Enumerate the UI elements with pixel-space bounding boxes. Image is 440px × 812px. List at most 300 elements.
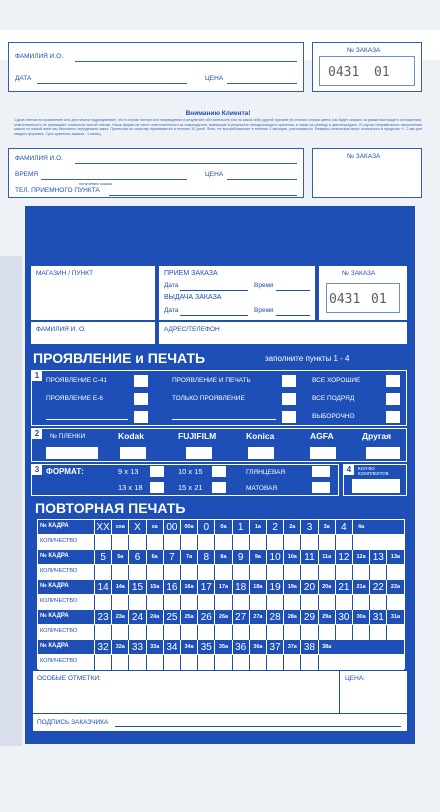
quantity-cell[interactable] xyxy=(249,595,266,610)
quantity-cell[interactable] xyxy=(163,565,180,580)
frame-cell[interactable]: 22 xyxy=(369,580,386,595)
all-good-checkbox[interactable] xyxy=(386,375,400,387)
stub-time-label: ВРЕМЯ xyxy=(15,171,39,178)
frame-cell[interactable]: X xyxy=(128,520,145,535)
quantity-cell[interactable] xyxy=(283,595,300,610)
receive-date-line[interactable] xyxy=(180,290,248,291)
quantity-cell[interactable] xyxy=(128,565,145,580)
stub-order-label-2: № ЗАКАЗА xyxy=(347,153,381,160)
frame-cell[interactable]: 18 xyxy=(232,580,249,595)
quantity-cell[interactable] xyxy=(369,625,386,640)
quantity-cell[interactable] xyxy=(232,595,249,610)
frame-number-label: № КАДРА xyxy=(40,613,69,619)
frame-cell[interactable]: 30a xyxy=(352,610,369,625)
quantity-cell[interactable] xyxy=(300,625,317,640)
brand-fujifilm-checkbox[interactable] xyxy=(186,447,212,459)
frame-cell[interactable]: 16a xyxy=(180,580,197,595)
frame-cell[interactable]: 38a xyxy=(318,640,335,655)
quantity-cell[interactable] xyxy=(111,535,128,550)
frame-cell[interactable]: 27 xyxy=(232,610,249,625)
quantity-cell[interactable] xyxy=(232,565,249,580)
c41-label: ПРОЯВЛЕНИЕ С-41 xyxy=(46,377,107,384)
quantity-cell[interactable] xyxy=(266,655,283,670)
quantity-cell[interactable] xyxy=(111,565,128,580)
quantity-cell[interactable] xyxy=(249,655,266,670)
point-4-box xyxy=(343,464,407,496)
shop-label: МАГАЗИН / ПУНКТ xyxy=(36,270,94,277)
dev-only-checkbox[interactable] xyxy=(282,393,296,405)
frame-number-label: № КАДРА xyxy=(40,523,69,529)
quantity-cell[interactable] xyxy=(94,655,111,670)
signature-label: ПОДПИСЬ ЗАКАЗЧИКА xyxy=(37,719,109,726)
frame-cell[interactable]: xxa xyxy=(111,520,128,535)
quantity-label: КОЛИЧЕСТВО xyxy=(40,658,78,664)
e6-label: ПРОЯВЛЕНИЕ Е-6 xyxy=(46,395,103,402)
frame-cell[interactable]: 17a xyxy=(214,580,231,595)
select-checkbox[interactable] xyxy=(386,411,400,423)
c41-checkbox[interactable] xyxy=(134,375,148,387)
quantity-cell[interactable] xyxy=(300,655,317,670)
form-order-label: № ЗАКАЗА xyxy=(342,270,376,277)
issue-time-label: Время xyxy=(254,307,274,314)
address-field[interactable] xyxy=(159,322,407,344)
quantity-cell[interactable] xyxy=(266,595,283,610)
frame-cell[interactable]: 38 xyxy=(300,640,317,655)
frame-cell[interactable]: 15 xyxy=(128,580,145,595)
stub-surname-label-2: ФАМИЛИЯ И.О. xyxy=(15,155,63,162)
frame-cell[interactable]: 4a xyxy=(352,520,369,535)
format-15x21-label: 15 x 21 xyxy=(178,483,203,492)
frame-row xyxy=(38,610,404,625)
brand-agfa-label: AGFA xyxy=(310,431,334,441)
quantity-cell[interactable] xyxy=(283,565,300,580)
frame-cell[interactable]: 00a xyxy=(180,520,197,535)
stub-date-line[interactable] xyxy=(37,83,187,84)
brand-other-field[interactable] xyxy=(366,447,400,459)
brand-agfa-checkbox[interactable] xyxy=(310,447,336,459)
quantity-cell[interactable] xyxy=(146,625,163,640)
frame-cell[interactable]: 34a xyxy=(180,640,197,655)
frame-cell[interactable]: 10a xyxy=(283,550,300,565)
stub-customer-box-2 xyxy=(8,148,304,198)
quantity-cell[interactable] xyxy=(386,595,403,610)
quantity-cell[interactable] xyxy=(369,595,386,610)
receive-label: ПРИЕМ ЗАКАЗА xyxy=(164,270,218,277)
quantity-cell[interactable] xyxy=(146,655,163,670)
frame-cell[interactable]: 19 xyxy=(266,580,283,595)
quantity-cell[interactable] xyxy=(318,655,335,670)
receive-issue-box xyxy=(159,266,315,320)
frame-cell[interactable]: 21 xyxy=(335,580,352,595)
quantity-cell[interactable] xyxy=(197,565,214,580)
stub-surname-line-2[interactable] xyxy=(75,163,297,164)
section-develop-print-title: ПРОЯВЛЕНИЕ и ПЕЧАТЬ xyxy=(33,350,206,366)
brand-konica-checkbox[interactable] xyxy=(248,447,274,459)
quantity-cell[interactable] xyxy=(180,535,197,550)
sets-label: КОЛ-ВО КОМПЛЕКТОВ xyxy=(358,466,389,476)
quantity-cell[interactable] xyxy=(318,625,335,640)
quantity-cell[interactable] xyxy=(214,625,231,640)
notes-field[interactable] xyxy=(37,685,337,686)
frame-cell[interactable]: 13 xyxy=(369,550,386,565)
notes-area xyxy=(33,671,407,731)
quantity-row xyxy=(38,535,404,550)
brand-fujifilm-label: FUJIFILM xyxy=(178,431,217,441)
quantity-row xyxy=(38,625,404,640)
stub-order-number: 0431 xyxy=(328,65,360,80)
frame-cell[interactable]: 0a xyxy=(214,520,231,535)
stub-customer-box xyxy=(8,42,304,92)
quantity-cell[interactable] xyxy=(94,535,111,550)
frame-cell[interactable]: 8 xyxy=(197,550,214,565)
format-13x18-label: 13 x 18 xyxy=(118,483,143,492)
frame-cell[interactable]: 5 xyxy=(94,550,111,565)
format-15x21-checkbox[interactable] xyxy=(212,482,226,493)
dev-print-checkbox[interactable] xyxy=(282,375,296,387)
frame-cell[interactable]: 9 xyxy=(232,550,249,565)
frame-cell[interactable]: 6a xyxy=(146,550,163,565)
notes-divider xyxy=(339,671,340,713)
point-2-number: 2 xyxy=(32,429,42,439)
frame-cell[interactable]: 5a xyxy=(111,550,128,565)
quantity-cell[interactable] xyxy=(146,595,163,610)
address-label: АДРЕС/ТЕЛЕФОН xyxy=(164,326,220,333)
glossy-label: ГЛЯНЦЕВАЯ xyxy=(246,469,286,476)
quantity-cell[interactable] xyxy=(180,655,197,670)
frame-cell[interactable]: 7 xyxy=(163,550,180,565)
frame-cell[interactable]: 7a xyxy=(180,550,197,565)
frame-number-label: № КАДРА xyxy=(40,583,69,589)
frame-cell[interactable]: xa xyxy=(146,520,163,535)
format-10x15-label: 10 x 15 xyxy=(178,467,203,476)
other-process-checkbox[interactable] xyxy=(134,411,148,423)
form-order-suffix: 01 xyxy=(371,292,387,307)
all-good-label: ВСЕ ХОРОШИЕ xyxy=(312,377,361,384)
matte-checkbox[interactable] xyxy=(312,482,330,493)
film-number-label: № ПЛЕНКИ xyxy=(50,433,86,440)
warning-text: Сдача пленок на проявление или для печати подразумевает, что в случае потери или повреждения в результате обстоятельств или по какой-либо другой причине (в отличие случая цвета, как будет сказано за рамки настоящего соглашения), ответственность не превышает стоимости чистой пленки. Наша фирма не несет ответственности за повреждения, возникшие в результате ненадлежащего хранения, а также за разницу в цветопередаче. В случае неправильного выполнения заказа по нашей вине мы бесплатно переделаем заказ. Претензии по качеству принимаются в течение 10 дней. Фото, не востребованные в течение 2 месяцев, уничтожаются. Размеры отпечатков могут отличаться в пределах +/- 2 мм для каждого формата. Срок хранения заказов - 1 месяц. xyxy=(14,118,422,136)
frame-cell[interactable]: 27a xyxy=(249,610,266,625)
format-9x13-label: 9 x 13 xyxy=(118,467,139,476)
frame-cell[interactable]: 18a xyxy=(249,580,266,595)
frame-cell[interactable]: 1 xyxy=(232,520,249,535)
frame-cell[interactable]: 29 xyxy=(300,610,317,625)
frame-cell[interactable]: 22a xyxy=(386,580,403,595)
frame-cell[interactable]: 12 xyxy=(335,550,352,565)
quantity-cell[interactable] xyxy=(94,625,111,640)
receive-date-label: Дата xyxy=(164,282,179,289)
section-reprint-title: ПОВТОРНАЯ ПЕЧАТЬ xyxy=(35,500,186,516)
quantity-cell[interactable] xyxy=(94,565,111,580)
frame-cell[interactable]: 0 xyxy=(197,520,214,535)
warning-title: Вниманию Клиента! xyxy=(185,110,251,117)
frame-cell[interactable]: 37a xyxy=(283,640,300,655)
stub-time-sublabel: получения заказа xyxy=(79,181,112,186)
quantity-cell[interactable] xyxy=(197,655,214,670)
quantity-cell[interactable] xyxy=(300,595,317,610)
frame-cell[interactable]: 21a xyxy=(352,580,369,595)
quantity-cell[interactable] xyxy=(352,625,369,640)
quantity-cell[interactable] xyxy=(128,625,145,640)
brand-kodak-checkbox[interactable] xyxy=(120,447,146,459)
shop-field[interactable] xyxy=(31,266,155,320)
quantity-row xyxy=(38,565,404,580)
stub-order-field[interactable] xyxy=(319,56,415,86)
quantity-cell[interactable] xyxy=(352,595,369,610)
signature-line[interactable] xyxy=(115,726,401,727)
receive-time-label: Время xyxy=(254,282,274,289)
brand-other-label: Другая xyxy=(362,431,392,441)
frame-cell[interactable]: 33a xyxy=(146,640,163,655)
frame-cell[interactable]: 28a xyxy=(283,610,300,625)
quantity-cell[interactable] xyxy=(180,595,197,610)
quantity-cell[interactable] xyxy=(335,625,352,640)
frame-cell[interactable]: 30 xyxy=(335,610,352,625)
quantity-cell[interactable] xyxy=(214,565,231,580)
frame-cell[interactable]: 3 xyxy=(300,520,317,535)
reprint-grid xyxy=(37,519,405,669)
quantity-row xyxy=(38,595,404,610)
stub-phone-label: ТЕЛ. ПРИЕМНОГО ПУНКТА xyxy=(15,187,100,194)
quantity-cell[interactable] xyxy=(266,565,283,580)
receive-time-line[interactable] xyxy=(276,290,310,291)
frame-cell[interactable]: 12a xyxy=(352,550,369,565)
quantity-cell[interactable] xyxy=(197,535,214,550)
form-order-field[interactable] xyxy=(326,283,400,313)
frame-cell[interactable]: 25 xyxy=(163,610,180,625)
quantity-cell[interactable] xyxy=(249,565,266,580)
quantity-cell[interactable] xyxy=(335,565,352,580)
quantity-cell[interactable] xyxy=(266,625,283,640)
price-label: ЦЕНА: xyxy=(345,675,365,682)
quantity-cell[interactable] xyxy=(369,565,386,580)
stub-order-box xyxy=(312,42,422,92)
frame-cell[interactable]: 35 xyxy=(197,640,214,655)
stub-time-line[interactable] xyxy=(41,179,187,180)
quantity-cell[interactable] xyxy=(111,595,128,610)
frame-cell[interactable]: 20 xyxy=(300,580,317,595)
frame-cell[interactable]: 11 xyxy=(300,550,317,565)
quantity-cell[interactable] xyxy=(163,625,180,640)
quantity-cell[interactable] xyxy=(180,625,197,640)
quantity-cell[interactable] xyxy=(128,595,145,610)
quantity-label: КОЛИЧЕСТВО xyxy=(40,598,78,604)
brand-konica-label: Konica xyxy=(246,431,275,441)
quantity-cell[interactable] xyxy=(249,625,266,640)
quantity-cell[interactable] xyxy=(232,655,249,670)
frame-cell[interactable]: 24 xyxy=(128,610,145,625)
frame-cell[interactable]: 20a xyxy=(318,580,335,595)
e6-checkbox[interactable] xyxy=(134,393,148,405)
frame-cell[interactable]: 26 xyxy=(197,610,214,625)
quantity-cell[interactable] xyxy=(180,565,197,580)
frame-row xyxy=(38,550,404,565)
perforation-strip xyxy=(0,256,22,746)
frame-cell[interactable]: 14 xyxy=(94,580,111,595)
matte-label: МАТОВАЯ xyxy=(246,485,278,492)
point-1-box xyxy=(31,370,407,426)
glossy-checkbox[interactable] xyxy=(312,466,330,477)
frame-cell[interactable]: 37 xyxy=(266,640,283,655)
frame-cell[interactable]: 34 xyxy=(163,640,180,655)
frame-cell[interactable]: 14a xyxy=(111,580,128,595)
frame-cell[interactable]: 32 xyxy=(94,640,111,655)
frame-cell[interactable]: 19a xyxy=(283,580,300,595)
frame-cell[interactable]: 2 xyxy=(266,520,283,535)
format-9x13-checkbox[interactable] xyxy=(150,466,164,477)
quantity-cell[interactable] xyxy=(111,655,128,670)
stub-surname-label: ФАМИЛИЯ И.О. xyxy=(15,53,63,60)
quantity-cell[interactable] xyxy=(214,655,231,670)
quantity-cell[interactable] xyxy=(249,535,266,550)
receipt-stub xyxy=(8,42,428,204)
quantity-cell[interactable] xyxy=(283,625,300,640)
frame-cell[interactable]: 11a xyxy=(318,550,335,565)
frame-cell[interactable]: 1a xyxy=(249,520,266,535)
other-process-line[interactable] xyxy=(46,419,128,420)
quantity-cell[interactable] xyxy=(318,565,335,580)
frame-cell[interactable]: 25a xyxy=(180,610,197,625)
quantity-label: КОЛИЧЕСТВО xyxy=(40,538,78,544)
dev-only-label: ТОЛЬКО ПРОЯВЛЕНИЕ xyxy=(172,395,245,402)
quantity-cell[interactable] xyxy=(197,625,214,640)
quantity-cell[interactable] xyxy=(318,535,335,550)
stub-price-label-2: ЦЕНА xyxy=(205,171,224,178)
frame-cell[interactable]: 4 xyxy=(335,520,352,535)
quantity-cell[interactable] xyxy=(352,535,369,550)
frame-cell[interactable]: 15a xyxy=(146,580,163,595)
quantity-cell[interactable] xyxy=(163,535,180,550)
quantity-cell[interactable] xyxy=(386,625,403,640)
film-number-field[interactable] xyxy=(46,447,98,459)
quantity-cell[interactable] xyxy=(214,535,231,550)
point-3-number: 3 xyxy=(32,465,42,475)
quantity-cell[interactable] xyxy=(146,565,163,580)
frame-cell[interactable]: 36 xyxy=(232,640,249,655)
frame-cell[interactable]: 24a xyxy=(146,610,163,625)
frame-cell[interactable]: 00 xyxy=(163,520,180,535)
point-1-number: 1 xyxy=(32,371,42,381)
quantity-cell[interactable] xyxy=(94,595,111,610)
quantity-cell[interactable] xyxy=(232,535,249,550)
quantity-cell[interactable] xyxy=(128,655,145,670)
issue-date-line[interactable] xyxy=(180,315,248,316)
frame-cell[interactable]: 16 xyxy=(163,580,180,595)
stub-price-label: ЦЕНА xyxy=(205,75,224,82)
brand-kodak-label: Kodak xyxy=(118,431,144,441)
stub-order-suffix: 01 xyxy=(374,65,390,80)
quantity-cell[interactable] xyxy=(300,565,317,580)
frame-cell[interactable]: 31 xyxy=(369,610,386,625)
quantity-cell[interactable] xyxy=(318,595,335,610)
frame-cell[interactable]: 13a xyxy=(386,550,403,565)
form-order-number: 0431 xyxy=(329,292,361,307)
quantity-cell[interactable] xyxy=(283,655,300,670)
frame-cell[interactable]: 29a xyxy=(318,610,335,625)
quantity-cell[interactable] xyxy=(163,595,180,610)
form-order-box xyxy=(319,266,407,320)
frame-cell[interactable]: 32a xyxy=(111,640,128,655)
frame-row xyxy=(38,520,404,535)
section-develop-print-hint: заполните пункты 1 - 4 xyxy=(265,354,350,363)
quantity-cell[interactable] xyxy=(335,535,352,550)
other-service-line[interactable] xyxy=(172,419,276,420)
quantity-label: КОЛИЧЕСТВО xyxy=(40,568,78,574)
quantity-cell[interactable] xyxy=(111,625,128,640)
frame-cell[interactable]: 33 xyxy=(128,640,145,655)
frame-number-label: № КАДРА xyxy=(40,643,69,649)
stub-surname-line[interactable] xyxy=(75,61,297,62)
frame-cell[interactable]: 31a xyxy=(386,610,403,625)
quantity-cell[interactable] xyxy=(146,535,163,550)
notes-label: ОСОБЫЕ ОТМЕТКИ: xyxy=(37,675,101,682)
sets-field[interactable] xyxy=(352,479,400,493)
other-service-checkbox[interactable] xyxy=(282,411,296,423)
frame-cell[interactable]: 36a xyxy=(249,640,266,655)
quantity-cell[interactable] xyxy=(300,535,317,550)
frame-cell[interactable]: 28 xyxy=(266,610,283,625)
quantity-cell[interactable] xyxy=(128,535,145,550)
stub-order-label: № ЗАКАЗА xyxy=(347,47,381,54)
issue-label: ВЫДАЧА ЗАКАЗА xyxy=(164,294,222,301)
frame-cell[interactable]: 26a xyxy=(214,610,231,625)
quantity-cell[interactable] xyxy=(386,565,403,580)
issue-time-line[interactable] xyxy=(276,315,310,316)
frame-number-label: № КАДРА xyxy=(40,553,69,559)
quantity-cell[interactable] xyxy=(232,625,249,640)
point-3-box xyxy=(31,464,339,496)
form-surname-label: ФАМИЛИЯ И. О. xyxy=(36,326,86,333)
issue-date-label: Дата xyxy=(164,307,179,314)
all-row-checkbox[interactable] xyxy=(386,393,400,405)
frame-cell[interactable]: 10 xyxy=(266,550,283,565)
frame-cell[interactable]: 3a xyxy=(318,520,335,535)
format-10x15-checkbox[interactable] xyxy=(212,466,226,477)
format-label: ФОРМАТ: xyxy=(46,467,84,476)
dev-print-label: ПРОЯВЛЕНИЕ И ПЕЧАТЬ xyxy=(172,377,251,384)
order-form xyxy=(25,206,415,744)
quantity-row xyxy=(38,655,404,670)
frame-cell[interactable]: 8a xyxy=(214,550,231,565)
frame-row xyxy=(38,580,404,595)
quantity-cell[interactable] xyxy=(352,565,369,580)
surname-field[interactable] xyxy=(31,322,155,344)
all-row-label: ВСЕ ПОДРЯД xyxy=(312,395,355,402)
stub-price-line[interactable] xyxy=(227,83,297,84)
quantity-cell[interactable] xyxy=(163,655,180,670)
quantity-cell[interactable] xyxy=(335,595,352,610)
quantity-cell[interactable] xyxy=(197,595,214,610)
frame-cell[interactable]: 17 xyxy=(197,580,214,595)
frame-cell[interactable]: 2a xyxy=(283,520,300,535)
quantity-cell[interactable] xyxy=(283,535,300,550)
frame-cell[interactable]: 6 xyxy=(128,550,145,565)
quantity-cell[interactable] xyxy=(266,535,283,550)
frame-cell[interactable]: 35a xyxy=(214,640,231,655)
stub-date-label: ДАТА xyxy=(15,75,32,82)
frame-cell[interactable]: XX xyxy=(94,520,111,535)
frame-cell[interactable]: 9a xyxy=(249,550,266,565)
frame-cell[interactable]: 23 xyxy=(94,610,111,625)
format-13x18-checkbox[interactable] xyxy=(150,482,164,493)
frame-row xyxy=(38,640,404,655)
quantity-cell[interactable] xyxy=(214,595,231,610)
stub-order-box-2[interactable] xyxy=(312,148,422,198)
frame-cell[interactable]: 23a xyxy=(111,610,128,625)
stub-phone-line[interactable] xyxy=(109,195,297,196)
stub-price-line-2[interactable] xyxy=(227,179,297,180)
point-2-box xyxy=(31,428,407,462)
